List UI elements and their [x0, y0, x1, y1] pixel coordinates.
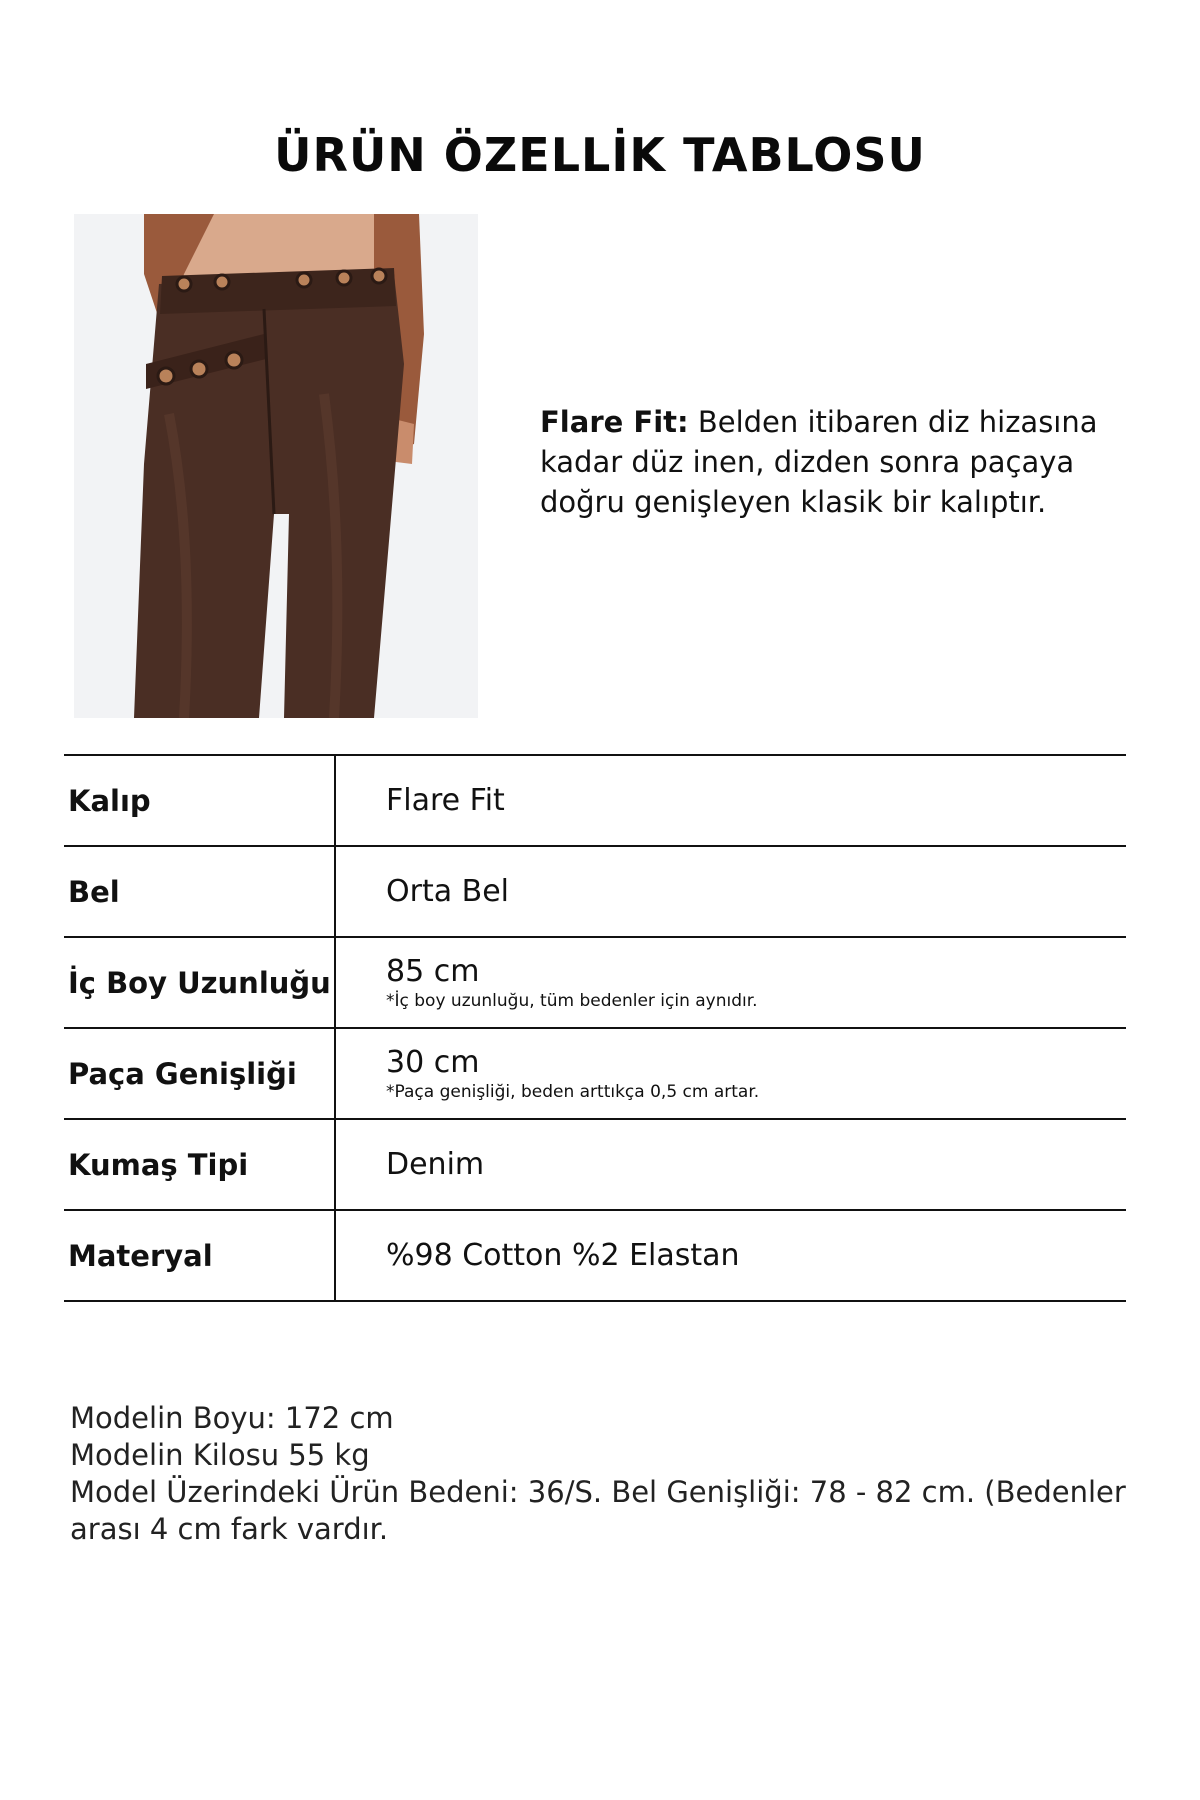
product-photo — [74, 214, 478, 718]
fit-description-text: Belden itibaren diz hizasına kadar düz inen, dizden sonra paçaya doğru genişleyen klasik bir kalıptır. — [540, 405, 1098, 519]
spec-note: *İç boy uzunluğu, tüm bedenler için aynıdır. — [386, 991, 758, 1011]
fit-description-label: Flare Fit: — [540, 405, 689, 439]
spec-note: *Paça genişliği, beden arttıkça 0,5 cm artar. — [386, 1082, 760, 1102]
spec-value: 30 cm — [386, 1045, 480, 1080]
table-row — [64, 1210, 1126, 1301]
model-info — [70, 1400, 1150, 1548]
table-row — [64, 937, 1126, 1028]
spec-value: %98 Cotton %2 Elastan — [386, 1238, 740, 1273]
spec-value-cell — [335, 1119, 1126, 1210]
model-weight: Modelin Kilosu 55 kg — [70, 1438, 370, 1472]
fit-description — [540, 402, 1140, 522]
spec-label: Paça Genişliği — [64, 1028, 335, 1119]
spec-value-cell — [335, 1210, 1126, 1301]
spec-value-cell — [335, 846, 1126, 937]
spec-value: Orta Bel — [386, 874, 510, 909]
spec-value: 85 cm — [386, 954, 480, 989]
table-row — [64, 1028, 1126, 1119]
table-row — [64, 1119, 1126, 1210]
spec-label: Kumaş Tipi — [64, 1119, 335, 1210]
spec-value-cell — [335, 1028, 1126, 1119]
spec-label: Kalıp — [64, 755, 335, 846]
spec-value-cell — [335, 937, 1126, 1028]
spec-table — [64, 754, 1126, 1302]
spec-label: Bel — [64, 846, 335, 937]
model-height: Modelin Boyu: 172 cm — [70, 1401, 394, 1435]
table-row — [64, 755, 1126, 846]
spec-value: Flare Fit — [386, 783, 505, 818]
spec-label: Materyal — [64, 1210, 335, 1301]
spec-value-cell — [335, 755, 1126, 846]
model-size: Model Üzerindeki Ürün Bedeni: 36/S. Bel Genişliği: 78 - 82 cm. (Bedenler arası 4 cm fark vardır. — [70, 1475, 1126, 1546]
spec-label: İç Boy Uzunluğu — [64, 937, 335, 1028]
page-title: ÜRÜN ÖZELLİK TABLOSU — [274, 128, 926, 182]
table-row — [64, 846, 1126, 937]
spec-value: Denim — [386, 1147, 485, 1182]
